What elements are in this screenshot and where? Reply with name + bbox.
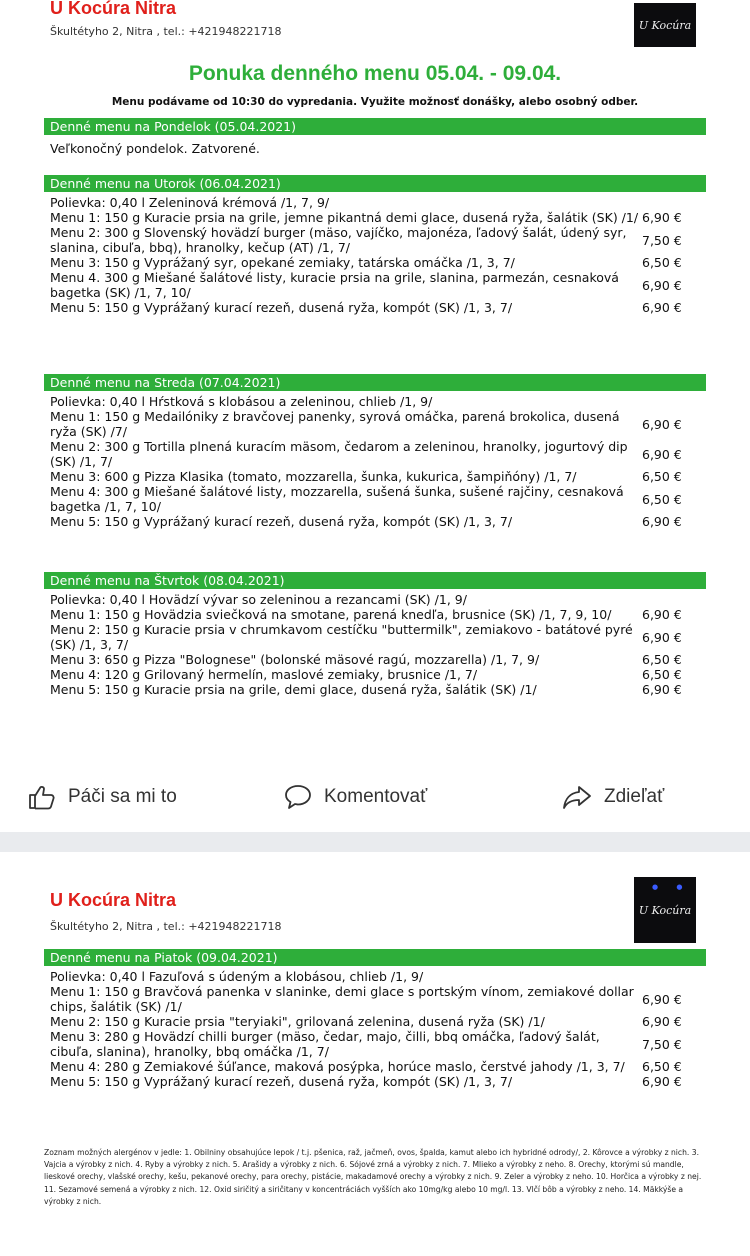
item-desc: Menu 1: 150 g Medailóniky z bravčovej panenky, syrová omáčka, parená brokolica, dusená ryža (SK) /7/: [50, 409, 620, 439]
like-label: Páči sa mi to: [68, 786, 177, 807]
item-price: 6,50 €: [642, 667, 682, 682]
closed-notice: Veľkonočný pondelok. Zatvorené.: [50, 141, 260, 156]
menu-row: [44, 1059, 706, 1074]
menu-row: [44, 652, 706, 667]
item-price: 6,50 €: [642, 1059, 682, 1074]
menu-row: [44, 409, 706, 439]
share-icon: [562, 784, 592, 810]
item-desc: Menu 4: 280 g Zemiakové šúľance, maková posýpka, horúce maslo, čerstvé jahody /1, 3, 7/: [50, 1059, 625, 1074]
item-price: 6,90 €: [642, 416, 682, 432]
menu-row: [44, 607, 706, 622]
restaurant-logo: ● ● U Kocúra: [634, 877, 696, 943]
item-price: 6,50 €: [642, 255, 682, 270]
item-desc: Menu 4: 120 g Grilovaný hermelín, maslové zemiaky, brusnice /1, 7/: [50, 667, 478, 682]
menu-row-soup: [44, 592, 706, 607]
menu-row-soup: [44, 969, 706, 984]
item-desc: Menu 5: 150 g Vyprážaný kurací rezeň, dusená ryža, kompót (SK) /1, 3, 7/: [50, 1074, 513, 1089]
day-section-monday: [44, 118, 706, 156]
day-header: Denné menu na Utorok (06.04.2021): [44, 175, 706, 192]
item-price: 6,90 €: [642, 629, 682, 645]
comment-button[interactable]: [284, 784, 427, 810]
menu-row-soup: [44, 195, 706, 210]
item-price: 6,50 €: [642, 652, 682, 667]
item-price: 6,90 €: [642, 446, 682, 462]
menu-row: [44, 255, 706, 270]
item-price: 6,50 €: [642, 491, 682, 507]
page-subtitle: Menu podávame od 10:30 do vypredania. Využite možnosť donášky, alebo osobný odber.: [111, 96, 639, 108]
menu-row: [44, 1014, 706, 1029]
feed-separator: [0, 832, 750, 852]
item-desc: Menu 1: 150 g Bravčová panenka v slaninke, demi glace s portským vínom, zemiakové dollar chips, šalátik (SK) /1/: [50, 984, 634, 1014]
item-price: 6,50 €: [642, 469, 682, 484]
item-price: 6,90 €: [642, 300, 682, 315]
day-header: Denné menu na Streda (07.04.2021): [44, 374, 706, 391]
restaurant-address: Škultétyho 2, Nitra , tel.: +421948221718: [50, 920, 282, 933]
menu-row-soup: [44, 394, 706, 409]
post-action-bar: [0, 762, 750, 832]
item-desc: Menu 4: 300 g Miešané šalátové listy, mozzarella, sušená šunka, sušené rajčiny, cesnaková bagetka /1, 7, 10/: [50, 484, 624, 514]
share-label: Zdieľať: [604, 786, 665, 807]
item-desc: Menu 3: 650 g Pizza "Bolognese" (bolonské mäsové ragú, mozzarella) /1, 7, 9/: [50, 652, 540, 667]
menu-row: [44, 667, 706, 682]
item-desc: Polievka: 0,40 l Zeleninová krémová /1, 7, 9/: [50, 195, 330, 210]
item-desc: Menu 3: 150 g Vyprážaný syr, opekané zemiaky, tatárska omáčka /1, 3, 7/: [50, 255, 515, 270]
item-desc: Polievka: 0,40 l Hovädzí vývar so zeleninou a rezancami (SK) /1, 9/: [50, 592, 467, 607]
item-desc: Menu 2: 300 g Tortilla plnená kuracím mäsom, čedarom a zeleninou, hranolky, jogurtový dip (SK) /1, 7/: [50, 439, 628, 469]
item-desc: Menu 2: 300 g Slovenský hovädzí burger (mäso, vajíčko, majonéza, ľadový šalát, údený syr, slanina, cibuľa, bbq), hranolky, kečup (AT) /1, 7/: [50, 225, 627, 255]
item-desc: Menu 3: 600 g Pizza Klasika (tomato, mozzarella, šunka, kukurica, šampiňóny) /1, 7/: [50, 469, 577, 484]
item-price: 6,90 €: [642, 1074, 682, 1089]
item-desc: Menu 5: 150 g Kuracie prsia na grile, demi glace, dusená ryža, šalátik (SK) /1/: [50, 682, 537, 697]
item-desc: Menu 5: 150 g Vyprážaný kurací rezeň, dusená ryža, kompót (SK) /1, 3, 7/: [50, 300, 513, 315]
item-desc: Polievka: 0,40 l Hŕstková s klobásou a zeleninou, chlieb /1, 9/: [50, 394, 433, 409]
item-price: 6,90 €: [642, 514, 682, 529]
share-button[interactable]: [562, 784, 664, 810]
item-desc: Polievka: 0,40 l Fazuľová s údeným a klobásou, chlieb /1, 9/: [50, 969, 424, 984]
day-section-tuesday: [44, 175, 706, 315]
menu-row: [44, 484, 706, 514]
menu-row: [44, 1074, 706, 1089]
item-price: 6,90 €: [642, 210, 682, 225]
comment-icon: [284, 784, 312, 810]
menu-row: [44, 984, 706, 1014]
menu-row: [44, 469, 706, 484]
item-desc: Menu 2: 150 g Kuracie prsia "teryiaki", grilovaná zelenina, dusená ryža (SK) /1/: [50, 1014, 545, 1029]
menu-row: [44, 270, 706, 300]
menu-row: [44, 622, 706, 652]
item-desc: Menu 3: 280 g Hovädzí chilli burger (mäso, čedar, majo, čilli, bbq omáčka, ľadový šalát, cibuľa, slanina), hranolky, bbq omáčka /1, 7/: [50, 1029, 600, 1059]
menu-row: [44, 300, 706, 315]
item-desc: Menu 5: 150 g Vyprážaný kurací rezeň, dusená ryža, kompót (SK) /1, 3, 7/: [50, 514, 513, 529]
item-price: 7,50 €: [642, 232, 682, 248]
allergen-list: Zoznam možných alergénov v jedle: 1. Obilniny obsahujúce lepok / t.j. pšenica, raž, jačmeň, ovos, špalda, kamut alebo ich hybridné odrody/, 2. Kôrovce a výrobky z nich. 3. Vajcia a výrobky z nich. 4. Ryby a výrobky z nich. 5. Arašidy a výrobky z nich. 6. Sójové zrná a výrobky z nich. 7. Mlieko a výrobky z neho. 8. Orechy, ktorými sú mandle, lieskové orechy, vlašské orechy, kešu, pekanové orechy, para orechy, pistácie, makadamové orechy a výrobky z nich. 9. Zeler a výrobky z neho. 10. Horčica a výrobky z nej. 11. Sezamové semená a výrobky z nich. 12. Oxid siričitý a siričitany v koncentráciách vyšších ako 10mg/kg alebo 10 mg/l. 13. Vlčí bôb a výrobky z neho. 14. Mäkkýše a výrobky z nich.: [44, 1148, 702, 1206]
item-price: 6,90 €: [642, 1014, 682, 1029]
restaurant-logo: U Kocúra: [634, 3, 696, 47]
item-desc: Menu 4. 300 g Miešané šalátové listy, kuracie prsia na grile, slanina, parmezán, cesnaková bagetka (SK) /1, 7, 10/: [50, 270, 619, 300]
restaurant-address: Škultétyho 2, Nitra , tel.: +421948221718: [50, 25, 282, 38]
item-desc: Menu 1: 150 g Hovädzia sviečková na smotane, parená knedľa, brusnice (SK) /1, 7, 9, 10/: [50, 607, 612, 622]
comment-label: Komentovať: [324, 786, 428, 807]
item-price: 6,90 €: [642, 991, 682, 1007]
day-header: Denné menu na Štvrtok (08.04.2021): [44, 572, 706, 589]
item-desc: Menu 1: 150 g Kuracie prsia na grile, jemne pikantná demi glace, dusená ryža, šalátik (SK) /1/: [50, 210, 639, 225]
restaurant-name: U Kocúra Nitra: [50, 890, 177, 910]
menu-row: [44, 1029, 706, 1059]
menu-row: [44, 210, 706, 225]
menu-row: [44, 514, 706, 529]
cat-eyes-icon: ● ●: [652, 883, 691, 891]
menu-row: [44, 682, 706, 697]
thumbs-up-icon: [28, 784, 56, 810]
restaurant-name: U Kocúra Nitra: [50, 0, 177, 18]
item-price: 6,90 €: [642, 277, 682, 293]
day-header: Denné menu na Piatok (09.04.2021): [44, 949, 706, 966]
day-section-thursday: [44, 572, 706, 697]
like-button[interactable]: [28, 784, 177, 810]
item-desc: Menu 2: 150 g Kuracie prsia v chrumkavom cestíčku "buttermilk", zemiakovo - batátové pyré (SK) /1, 3, 7/: [50, 622, 633, 652]
item-price: 6,90 €: [642, 607, 682, 622]
day-section-friday: [44, 949, 706, 1089]
item-price: 7,50 €: [642, 1036, 682, 1052]
day-header: Denné menu na Pondelok (05.04.2021): [44, 118, 706, 135]
menu-row: [44, 225, 706, 255]
page-title: Ponuka denného menu 05.04. - 09.04.: [188, 62, 562, 85]
item-price: 6,90 €: [642, 682, 682, 697]
day-section-wednesday: [44, 374, 706, 529]
menu-row: [44, 439, 706, 469]
